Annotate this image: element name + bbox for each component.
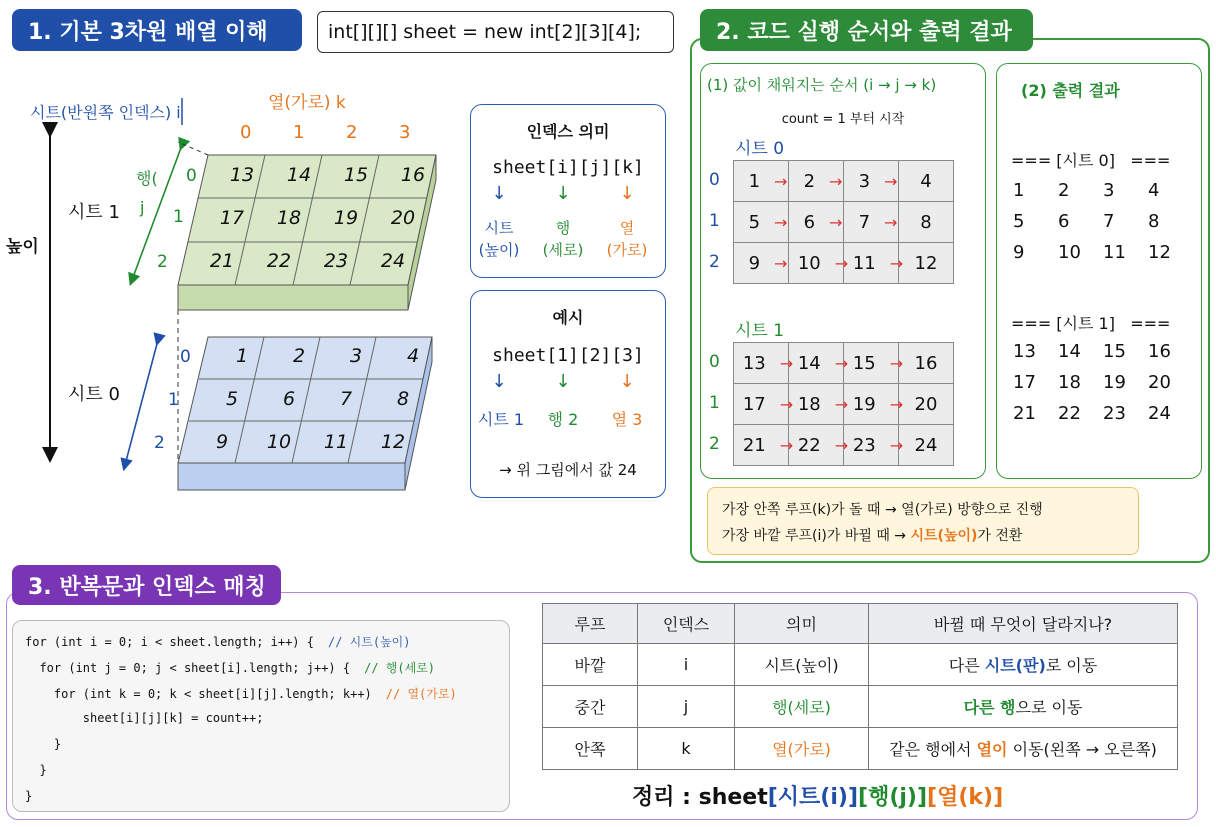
cube-cell: 5	[225, 388, 239, 410]
code-line	[25, 789, 32, 803]
code-text: }	[25, 763, 47, 777]
code-comment: // 열(가로)	[385, 687, 457, 701]
right-arrow-icon: →	[889, 353, 904, 373]
loop-table	[542, 603, 1178, 770]
code-text: }	[25, 737, 62, 751]
section1-title: 1. 기본 3차원 배열 이해	[12, 9, 302, 51]
right-arrow-icon: →	[834, 394, 849, 414]
height-label: 높이	[6, 237, 39, 257]
index-meaning-title: 인덱스 의미	[526, 122, 610, 141]
fill-value: 17	[742, 393, 766, 415]
change-text: 으로 이동	[1015, 698, 1083, 717]
loop-note	[707, 487, 1139, 555]
fill-cell	[844, 384, 904, 425]
fill-value: 10	[797, 252, 821, 274]
right-arrow-icon: →	[829, 212, 843, 232]
fill-cell	[734, 425, 794, 466]
index-k-sub: (가로)	[606, 241, 648, 259]
cube-cell: 6	[282, 388, 296, 410]
row0-index-0: 0	[180, 347, 191, 367]
cube-cell: 3	[349, 345, 363, 367]
loop-note-line2: 가장 바깥 루프(i)가 바뀔 때 → 시트(높이)가 전환	[722, 528, 1023, 544]
example-result: → 위 그림에서 값 24	[499, 461, 637, 479]
output-value: 16	[1148, 341, 1171, 362]
fill-cell	[899, 384, 954, 425]
fill-row-index: 2	[709, 434, 720, 454]
loop-cell: 안쪽	[543, 728, 638, 770]
example-box	[470, 290, 666, 498]
cube-cell: 8	[396, 388, 410, 410]
th-meaning: 의미	[735, 604, 869, 644]
cube-cell: 16	[400, 164, 426, 186]
code-text: sheet[i][j][k] = count++;	[25, 711, 264, 725]
code-line	[25, 737, 61, 751]
index-i-label: 시트	[484, 219, 514, 237]
cube-cell: 4	[406, 345, 420, 367]
fill-value: 20	[914, 393, 938, 415]
fill-cell	[899, 243, 954, 284]
code-text: for (int k = 0; k < sheet[i][j].length; k++)	[25, 687, 372, 701]
cube-cell: 15	[343, 164, 369, 186]
index-i-sub: (높이)	[478, 241, 520, 259]
row-index-1: 1	[173, 207, 184, 227]
output-value: 10	[1058, 242, 1081, 263]
output-value: 4	[1148, 180, 1160, 201]
loop-note-line1: 가장 안쪽 루프(k)가 돌 때 → 열(가로) 방향으로 진행	[722, 502, 1043, 518]
th-loop: 루프	[543, 604, 638, 644]
output-value: 8	[1148, 211, 1160, 232]
output-value: 12	[1148, 242, 1171, 263]
cube-cell: 23	[323, 250, 349, 272]
row-axis-label: 행(	[136, 169, 158, 188]
cube-cell: 21	[209, 250, 235, 272]
fill-value: 16	[914, 352, 938, 374]
output-value: 23	[1103, 403, 1126, 424]
change-text: 이동(왼쪽 → 오른쪽)	[1007, 740, 1157, 759]
col-index-1: 1	[293, 122, 305, 143]
fill-value: 3	[858, 170, 871, 192]
output-title: (2) 출력 결과	[1021, 81, 1120, 100]
output-value: 18	[1058, 372, 1081, 393]
summary-line: 정리 : sheet[시트(i)][행(j)][열(k)]	[632, 785, 1004, 810]
row0-index-2: 2	[154, 433, 165, 453]
down-arrow-icon: ↓	[491, 371, 507, 392]
row-index-0: 0	[186, 166, 197, 186]
fill-row-index: 0	[709, 352, 720, 372]
change-text: 다른	[948, 656, 985, 675]
index-meaning-box	[470, 104, 666, 278]
down-arrow-icon: ↓	[555, 183, 571, 204]
code-line	[25, 659, 435, 676]
output-value: 15	[1103, 341, 1126, 362]
code-text: }	[25, 789, 33, 803]
fill-value: 8	[920, 211, 932, 233]
fill-cell	[789, 343, 849, 384]
th-change: 바뀔 때 무엇이 달라지나?	[869, 604, 1178, 644]
cube-cell: 10	[266, 431, 292, 453]
fill-cell	[789, 425, 849, 466]
output-value: 13	[1013, 341, 1036, 362]
fill-value: 11	[852, 252, 876, 274]
change-text: 로 이동	[1045, 656, 1098, 675]
cube-cell: 9	[215, 431, 229, 453]
row0-index-1: 1	[168, 390, 179, 410]
fill-cell	[734, 343, 794, 384]
index-meaning-expr: sheet[i][j][k]	[492, 157, 644, 178]
cube-cell: 19	[333, 207, 359, 229]
cube-cell: 2	[292, 345, 306, 367]
example-expr: sheet[1][2][3]	[492, 345, 644, 366]
table-row	[543, 686, 1178, 728]
sheet1-label: 시트 1	[68, 202, 120, 223]
fill-cell	[899, 425, 954, 466]
fill-cell	[844, 161, 899, 202]
fill-value: 23	[852, 434, 876, 456]
right-arrow-icon: →	[889, 435, 904, 455]
meaning-cell: 행(세로)	[735, 686, 869, 728]
output-value: 24	[1148, 403, 1171, 424]
right-arrow-icon: →	[834, 435, 849, 455]
fill-value: 14	[797, 352, 821, 374]
fill-value: 4	[920, 170, 932, 192]
example-j-label: 행 2	[547, 410, 579, 429]
code-comment: // 시트(높이)	[327, 635, 411, 649]
table-row	[543, 644, 1178, 686]
output-value: 3	[1103, 180, 1115, 201]
output-value: 17	[1013, 372, 1036, 393]
example-i-label: 시트 1	[477, 410, 525, 429]
col-index-2: 2	[346, 122, 358, 143]
index-cell: k	[638, 728, 735, 770]
section3-title: 3. 반복문과 인덱스 매칭	[12, 565, 281, 605]
right-arrow-icon: →	[829, 171, 843, 191]
fill-row-index: 2	[709, 252, 720, 272]
fill-order-title: (1) 값이 채워지는 순서 (i → j → k)	[707, 76, 937, 94]
example-title: 예시	[552, 308, 584, 327]
fill-sheet1-label: 시트 1	[735, 321, 785, 341]
fill-order-box	[700, 63, 986, 479]
row-axis-label-j: j	[140, 198, 145, 217]
output-value: 11	[1103, 242, 1126, 263]
cube-cell: 22	[266, 250, 292, 272]
meaning-cell: 시트(높이)	[735, 644, 869, 686]
index-cell: i	[638, 644, 735, 686]
col-axis-label: 열(가로) k	[268, 93, 346, 113]
col-index-3: 3	[399, 122, 411, 143]
sheet-axis-label: 시트(반원쪽 인덱스) i	[30, 103, 181, 122]
cube-cell: 14	[286, 164, 312, 186]
output-value: 21	[1013, 403, 1036, 424]
cube-cell: 20	[390, 207, 416, 229]
col-index-0: 0	[240, 122, 252, 143]
example-k-label: 열 3	[611, 410, 643, 429]
fill-cell	[734, 243, 789, 284]
fill-value: 24	[914, 434, 938, 456]
cube-cell: 11	[323, 431, 349, 453]
right-arrow-icon: →	[779, 353, 794, 373]
cube-cell: 12	[380, 431, 406, 453]
output-value: 9	[1013, 242, 1025, 263]
fill-cell	[844, 425, 904, 466]
output-value: 22	[1058, 403, 1081, 424]
right-arrow-icon: →	[834, 253, 849, 273]
section2-title: 2. 코드 실행 순서와 출력 결과	[700, 9, 1033, 51]
fill-cell	[899, 343, 954, 384]
change-cell	[869, 644, 1178, 686]
output-header-0: === [시트 0] ===	[1011, 151, 1171, 170]
code-text: for (int i = 0; i < sheet.length; i++) {	[25, 635, 314, 649]
fill-value: 6	[803, 211, 816, 233]
change-highlight: 시트(판)	[984, 656, 1046, 675]
fill-cell	[844, 343, 904, 384]
change-highlight: 다른 행	[963, 698, 1016, 717]
output-value: 2	[1058, 180, 1070, 201]
down-arrow-icon: ↓	[555, 371, 571, 392]
change-text: 같은 행에서	[889, 740, 977, 759]
code-line	[25, 711, 263, 725]
right-arrow-icon: →	[889, 253, 904, 273]
code-line	[25, 685, 457, 702]
s0-fill-grid	[733, 160, 954, 284]
fill-value: 7	[858, 211, 871, 233]
fill-cell	[844, 243, 904, 284]
output-value: 19	[1103, 372, 1126, 393]
change-highlight: 열이	[976, 740, 1008, 759]
fill-value: 1	[748, 170, 761, 192]
fill-cell	[789, 243, 849, 284]
index-j-label: 행	[555, 219, 571, 237]
output-value: 1	[1013, 180, 1025, 201]
code-text: for (int j = 0; j < sheet[i].length; j++) {	[25, 661, 351, 675]
loop-cell: 중간	[543, 686, 638, 728]
fill-cell	[899, 202, 954, 243]
cube-cell: 17	[219, 207, 245, 229]
down-arrow-icon: ↓	[491, 183, 507, 204]
fill-row-index: 0	[709, 170, 720, 190]
down-arrow-icon: ↓	[619, 371, 635, 392]
fill-row-index: 1	[709, 393, 720, 413]
index-cell: j	[638, 686, 735, 728]
fill-value: 2	[803, 170, 816, 192]
code-comment: // 행(세로)	[364, 661, 436, 675]
section1-code: int[][][] sheet = new int[2][3][4];	[317, 11, 674, 53]
right-arrow-icon: →	[834, 353, 849, 373]
output-value: 20	[1148, 372, 1171, 393]
fill-cell	[789, 384, 849, 425]
fill-value: 12	[914, 252, 938, 274]
code-block	[12, 620, 510, 812]
code-line	[25, 633, 410, 650]
fill-sheet0-label: 시트 0	[735, 139, 785, 159]
cube-cell: 1	[235, 345, 249, 367]
cube-cell: 24	[380, 250, 406, 272]
fill-value: 9	[748, 252, 761, 274]
fill-cell	[734, 202, 789, 243]
fill-value: 13	[742, 352, 766, 374]
fill-value: 21	[742, 434, 766, 456]
output-header-1: === [시트 1] ===	[1011, 314, 1171, 333]
fill-value: 15	[852, 352, 876, 374]
table-row	[543, 728, 1178, 770]
output-box	[996, 63, 1202, 479]
right-arrow-icon: →	[774, 212, 788, 232]
fill-cell	[734, 161, 789, 202]
th-index: 인덱스	[638, 604, 735, 644]
index-k-label: 열	[619, 219, 635, 237]
loop-cell: 바깥	[543, 644, 638, 686]
output-value: 14	[1058, 341, 1081, 362]
right-arrow-icon: →	[774, 171, 788, 191]
s1-fill-grid	[733, 342, 954, 466]
meaning-cell: 열(가로)	[735, 728, 869, 770]
code-line	[25, 763, 47, 777]
index-j-sub: (세로)	[542, 241, 584, 259]
fill-value: 18	[797, 393, 821, 415]
change-cell	[869, 686, 1178, 728]
right-arrow-icon: →	[774, 253, 788, 273]
right-arrow-icon: →	[889, 394, 904, 414]
row-index-2: 2	[157, 252, 168, 272]
down-arrow-icon: ↓	[619, 183, 635, 204]
fill-cell	[789, 161, 844, 202]
fill-value: 5	[748, 211, 761, 233]
fill-value: 19	[852, 393, 876, 415]
right-arrow-icon: →	[779, 435, 794, 455]
fill-cell	[844, 202, 899, 243]
cube-cell: 18	[276, 207, 302, 229]
right-arrow-icon: →	[779, 394, 794, 414]
output-value: 5	[1013, 211, 1025, 232]
cube-cell: 7	[339, 388, 353, 410]
fill-order-sub: count = 1 부터 시작	[781, 112, 905, 127]
right-arrow-icon: →	[884, 212, 898, 232]
output-value: 7	[1103, 211, 1115, 232]
change-cell	[869, 728, 1178, 770]
fill-row-index: 1	[709, 211, 720, 231]
sheet0-label: 시트 0	[68, 384, 120, 405]
fill-cell	[734, 384, 794, 425]
output-value: 6	[1058, 211, 1070, 232]
fill-cell	[789, 202, 844, 243]
fill-value: 22	[797, 434, 821, 456]
right-arrow-icon: →	[884, 171, 898, 191]
cube-cell: 13	[229, 164, 255, 186]
fill-cell	[899, 161, 954, 202]
